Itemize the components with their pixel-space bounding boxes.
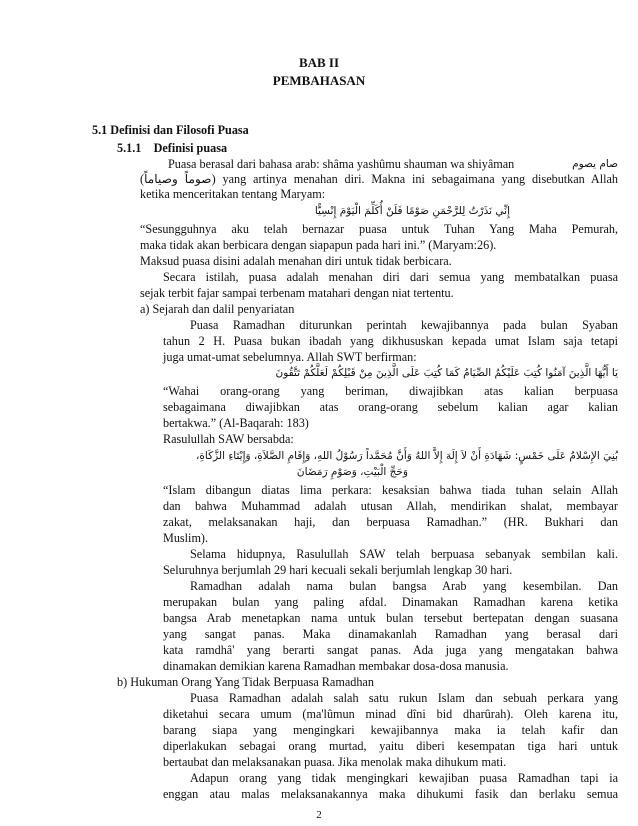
paragraph-line: juga umat-umat sebelumnya. Allah SWT berfirman: [163, 350, 417, 364]
paragraph-line: yang sangat panas. Maka dinamakanlah Ramadhan yang berasal dari [163, 627, 618, 641]
quote-line: dan bahwa Muhammad adalah utusan Allah, mendirikan shalat, membayar [163, 499, 618, 513]
paragraph-line: Adapun orang yang tidak mengingkari kewajiban puasa Ramadhan tapi ia [190, 771, 618, 785]
list-heading-b: b) Hukuman Orang Yang Tidak Berpuasa Ramadhan [117, 675, 374, 689]
arabic-text: صام يصوم [572, 158, 618, 170]
paragraph-line: Maksud puasa disini adalah menahan diri untuk tidak berbicara. [140, 254, 452, 268]
paragraph-line: bertaubat dan melaksanakan puasa. Jika menolak maka dihukum mati. [163, 755, 507, 769]
paragraph-line: (صوماً وصياماً) yang artinya menahan diri. Makna ini sebagaimana yang disebutkan Allah [140, 172, 618, 186]
paragraph-line: Puasa Ramadhan diturunkan perintah kewajibannya pada bulan Syaban [190, 318, 618, 332]
paragraph-line: bangsa Arab menetapkan nama untuk bulan tersebut bertepatan dengan suasana [163, 611, 618, 625]
paragraph-line: Rasulullah SAW bersabda: [163, 432, 294, 446]
subsection-title: Definisi puasa [153, 141, 228, 155]
subsection-number: 5.1.1 [117, 141, 142, 155]
paragraph-line: merupakan bulan yang paling afdal. Dinamakan Ramadhan karena ketika [163, 595, 618, 609]
paragraph-line: Selama hidupnya, Rasulullah SAW telah berpuasa sebanyak sembilan kali. [190, 547, 618, 561]
section-number: 5.1 [92, 123, 108, 137]
paragraph-line: enggan atau malas melaksanakannya maka dihukumi fasik dan berlaku semua [163, 787, 618, 801]
chapter-title: PEMBAHASAN [272, 73, 366, 88]
quote-line: “Wahai orang-orang yang beriman, diwajibkan atas kalian berpuasa [163, 384, 618, 398]
page-number: 2 [316, 809, 322, 821]
quote-line: Muslim). [163, 531, 209, 545]
quote-line: “Sesungguhnya aku telah bernazar puasa untuk Tuhan Yang Maha Pemurah, [140, 222, 618, 236]
subsection-heading [117, 141, 227, 156]
arabic-verse: إِنِّي نَذَرْتُ لِلرَّحْمَنِ صَوْمًا فَلَنْ أُكَلِّمَ الْيَوْمَ إِنْسِيًّا [314, 205, 510, 217]
quote-line: maka tidak akan berbicara dengan siapapun pada hari ini.” (Maryam:26). [140, 238, 497, 252]
section-title: Definisi dan Filosofi Puasa [110, 123, 249, 137]
list-heading-a: a) Sejarah dan dalil penyariatan [140, 302, 295, 316]
paragraph-line: diperlakukan sebagai orang murtad, yaitu diberi kesempatan tiga hari untuk [163, 739, 618, 753]
paragraph-line: Ramadhan adalah nama bulan bangsa Arab yang kesembilan. Dan [190, 579, 618, 593]
paragraph-line: diketahui secara umum (ma'lûmun minad dîni bid dharûrah). Oleh karena itu, [163, 707, 618, 721]
paragraph-line: Seluruhnya berjumlah 29 hari kecuali sekali berjumlah lengkap 30 hari. [163, 563, 513, 577]
paragraph-line: Secara istilah, puasa adalah menahan diri dari semua yang membatalkan puasa [163, 270, 618, 284]
quote-line: zakat, melaksanakan haji, dan berpuasa Ramadhan.” (HR. Bukhari dan [163, 515, 618, 529]
quote-line: sebagaimana diwajibkan atas orang-orang sebelum kalian agar kalian [163, 400, 618, 414]
paragraph-line: barang siapa yang mengingkari kewajibannya maka ia telah kafir dan [163, 723, 618, 737]
paragraph-line: tahun 2 H. Puasa bukan ibadah yang dikhususkan kepada umat Islam saja tetapi [163, 334, 618, 348]
paragraph-line: dinamakan demikian karena Ramadhan membakar dosa-dosa manusia. [163, 659, 509, 673]
arabic-verse: يَا أَيُّهَا الَّذِينَ آمَنُوا كُتِبَ عَلَيْكُمُ الصِّيَامُ كَمَا كُتِبَ عَلَى الَّذِينَ مِنْ قَبْلِكُمْ لَعَلَّكُمْ تَتَّقُونَ [275, 367, 618, 379]
paragraph-line: kata ramdhâ' yang berarti sangat panas. Ada juga yang mengatakan bahwa [163, 643, 618, 657]
paragraph-line: Puasa Ramadhan adalah salah satu rukun Islam dan sebuah perkara yang [190, 691, 618, 705]
arabic-hadith: بُنِيَ الإِسْلامُ عَلَى خَمْسٍ: شَهَادَةِ أَنْ لاَ إِلَهَ إِلاَّ اللهُ وَأَنَّ مُحَمَّداً رَسُوْلُ اللهِ، وَإِقَامِ الصَّلاَةِ، وَإِيْتَاءِ الزَّكَاةِ، [196, 450, 618, 462]
section-heading [92, 123, 249, 138]
paragraph-line: Puasa berasal dari bahasa arab: shâma yashûmu shauman wa shiyâman [168, 157, 515, 171]
chapter-label: BAB II [298, 55, 340, 70]
arabic-hadith: وَحَجِّ الْبَيْتِ، وَصَوْمِ رَمَضَانَ [296, 466, 408, 478]
quote-line: “Islam dibangun diatas lima perkara: kesaksian bahwa tiada tuhan selain Allah [163, 483, 618, 497]
paragraph-line: sejak terbit fajar sampai terbenam matahari dengan niat tertentu. [140, 286, 454, 300]
quote-line: bertakwa.” (Al-Baqarah: 183) [163, 416, 309, 430]
paragraph-line: ketika menceritakan tentang Maryam: [140, 187, 326, 201]
